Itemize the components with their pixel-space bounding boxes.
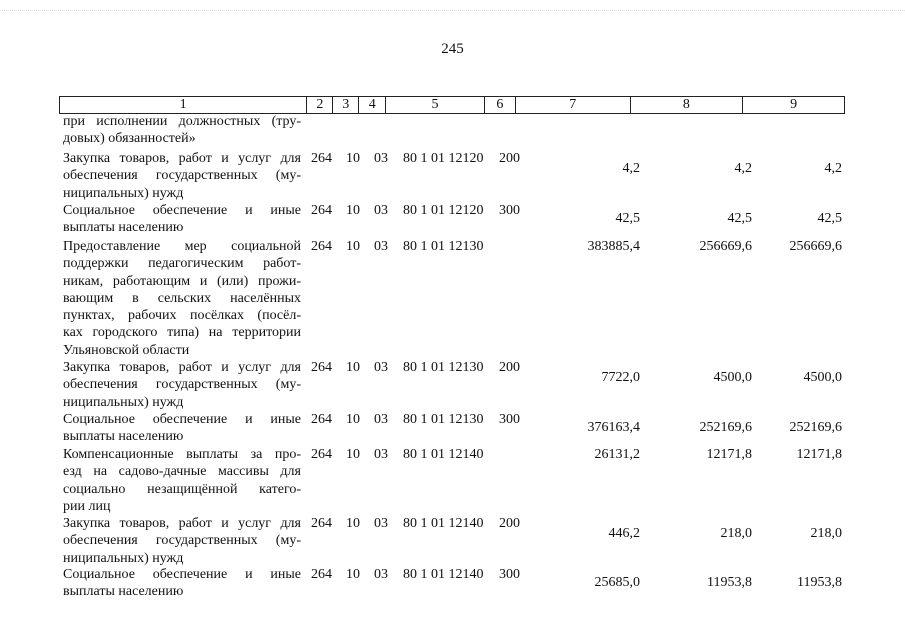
cell-grbs: 264 <box>311 360 332 375</box>
cell-value-col7: 42,5 <box>615 211 640 226</box>
row-description <box>63 411 301 446</box>
header-col-2: 2 <box>307 97 333 113</box>
cell-value-col8: 42,5 <box>727 211 752 226</box>
cell-section: 10 <box>346 151 360 166</box>
cell-target-article: 80 1 01 12130 <box>403 239 484 254</box>
description-line: ниципальных) нужд <box>63 185 184 201</box>
cell-value-col9: 256669,6 <box>789 239 842 254</box>
cell-value-col8: 4500,0 <box>713 370 752 385</box>
cell-value-col7: 25685,0 <box>594 575 640 590</box>
description-line: пунктах, рабочих посёлках (посёл- <box>63 308 301 324</box>
cell-value-col8: 256669,6 <box>699 239 752 254</box>
cell-subsection: 03 <box>374 239 388 254</box>
header-col-6: 6 <box>485 97 516 113</box>
description-line: Закупка товаров, работ и услуг для <box>63 516 301 531</box>
description-line: ниципальных) нужд <box>63 550 184 566</box>
cell-subsection: 03 <box>374 567 388 582</box>
cell-value-col7: 26131,2 <box>594 447 640 462</box>
description-line: Социальное обеспечение и иные <box>63 203 301 218</box>
description-line: ках городского типа) на территории <box>63 325 301 341</box>
cell-target-article: 80 1 01 12140 <box>403 516 484 531</box>
cell-grbs: 264 <box>311 239 332 254</box>
cell-grbs: 264 <box>311 567 332 582</box>
description-line: езд на садово-дачные массивы для <box>63 464 301 480</box>
header-col-8: 8 <box>631 97 744 113</box>
cell-value-col8: 12171,8 <box>706 447 752 462</box>
scan-edge <box>0 10 905 11</box>
cell-expense-type: 200 <box>499 151 520 166</box>
cell-value-col7: 376163,4 <box>587 420 640 435</box>
cell-grbs: 264 <box>311 412 332 427</box>
cell-subsection: 03 <box>374 447 388 462</box>
cell-subsection: 03 <box>374 412 388 427</box>
cell-section: 10 <box>346 447 360 462</box>
cell-value-col8: 11953,8 <box>707 575 752 590</box>
cell-value-col9: 252169,6 <box>789 420 842 435</box>
page-number: 245 <box>441 41 464 57</box>
description-line: обеспечения государственных (му- <box>63 377 301 393</box>
cell-value-col7: 4,2 <box>622 161 640 176</box>
description-line: Предоставление мер социальной <box>63 239 301 254</box>
row-description <box>63 202 301 237</box>
cell-expense-type: 300 <box>499 203 520 218</box>
cell-section: 10 <box>346 567 360 582</box>
header-col-7: 7 <box>516 97 631 113</box>
cell-subsection: 03 <box>374 203 388 218</box>
cell-subsection: 03 <box>374 151 388 166</box>
cell-value-col9: 4500,0 <box>803 370 842 385</box>
cell-section: 10 <box>346 412 360 427</box>
cell-section: 10 <box>346 516 360 531</box>
cell-expense-type: 300 <box>499 412 520 427</box>
cell-grbs: 264 <box>311 151 332 166</box>
cell-value-col9: 42,5 <box>817 211 842 226</box>
row-description <box>63 566 301 601</box>
header-col-3: 3 <box>333 97 359 113</box>
cell-value-col9: 12171,8 <box>796 447 842 462</box>
description-line: Социальное обеспечение и иные <box>63 412 301 427</box>
description-line: Закупка товаров, работ и услуг для <box>63 151 301 166</box>
description-line: при исполнении должностных (тру- <box>63 114 301 129</box>
row-description <box>63 515 301 567</box>
cell-expense-type: 200 <box>499 360 520 375</box>
row-description <box>63 238 301 359</box>
description-line: вающим в сельских населённых <box>63 290 301 306</box>
row-description <box>63 113 301 148</box>
header-col-9: 9 <box>790 97 798 112</box>
cell-value-col9: 218,0 <box>810 526 842 541</box>
description-line: поддержки педагогическим работ- <box>63 256 301 272</box>
description-line: Социальное обеспечение и иные <box>63 567 301 582</box>
description-line: выплаты населению <box>63 220 184 236</box>
header-col-1: 1 <box>60 97 307 113</box>
description-line: Ульяновской области <box>63 342 190 358</box>
cell-target-article: 80 1 01 12140 <box>403 567 484 582</box>
cell-target-article: 80 1 01 12130 <box>403 360 484 375</box>
description-line: никам, работающим и (или) прожи- <box>63 273 301 289</box>
row-description <box>63 446 301 515</box>
cell-target-article: 80 1 01 12120 <box>403 151 484 166</box>
column-number-header <box>59 96 845 114</box>
cell-value-col9: 11953,8 <box>797 575 842 590</box>
cell-expense-type: 200 <box>499 516 520 531</box>
cell-expense-type: 300 <box>499 567 520 582</box>
cell-target-article: 80 1 01 12140 <box>403 447 484 462</box>
cell-section: 10 <box>346 203 360 218</box>
cell-value-col8: 252169,6 <box>699 420 752 435</box>
header-col-5: 5 <box>386 97 485 113</box>
description-line: социально незащищённой катего- <box>63 481 301 497</box>
header-col-4: 4 <box>359 97 386 113</box>
cell-subsection: 03 <box>374 360 388 375</box>
description-line: Компенсационные выплаты за про- <box>63 447 301 462</box>
cell-value-col7: 7722,0 <box>601 370 640 385</box>
cell-value-col8: 4,2 <box>734 161 752 176</box>
cell-grbs: 264 <box>311 447 332 462</box>
description-line: выплаты населению <box>63 429 184 445</box>
cell-value-col8: 218,0 <box>720 526 752 541</box>
description-line: Закупка товаров, работ и услуг для <box>63 360 301 375</box>
row-description <box>63 150 301 202</box>
description-line: выплаты населению <box>63 584 184 600</box>
cell-grbs: 264 <box>311 203 332 218</box>
cell-subsection: 03 <box>374 516 388 531</box>
cell-grbs: 264 <box>311 516 332 531</box>
row-description <box>63 359 301 411</box>
cell-value-col9: 4,2 <box>824 161 842 176</box>
cell-target-article: 80 1 01 12130 <box>403 412 484 427</box>
cell-section: 10 <box>346 360 360 375</box>
description-line: рии лиц <box>63 498 111 514</box>
description-line: довых) обязанностей» <box>63 131 196 147</box>
cell-value-col7: 383885,4 <box>587 239 640 254</box>
description-line: обеспечения государственных (му- <box>63 168 301 184</box>
description-line: обеспечения государственных (му- <box>63 533 301 549</box>
cell-target-article: 80 1 01 12120 <box>403 203 484 218</box>
cell-section: 10 <box>346 239 360 254</box>
description-line: ниципальных) нужд <box>63 394 184 410</box>
cell-value-col7: 446,2 <box>608 526 640 541</box>
